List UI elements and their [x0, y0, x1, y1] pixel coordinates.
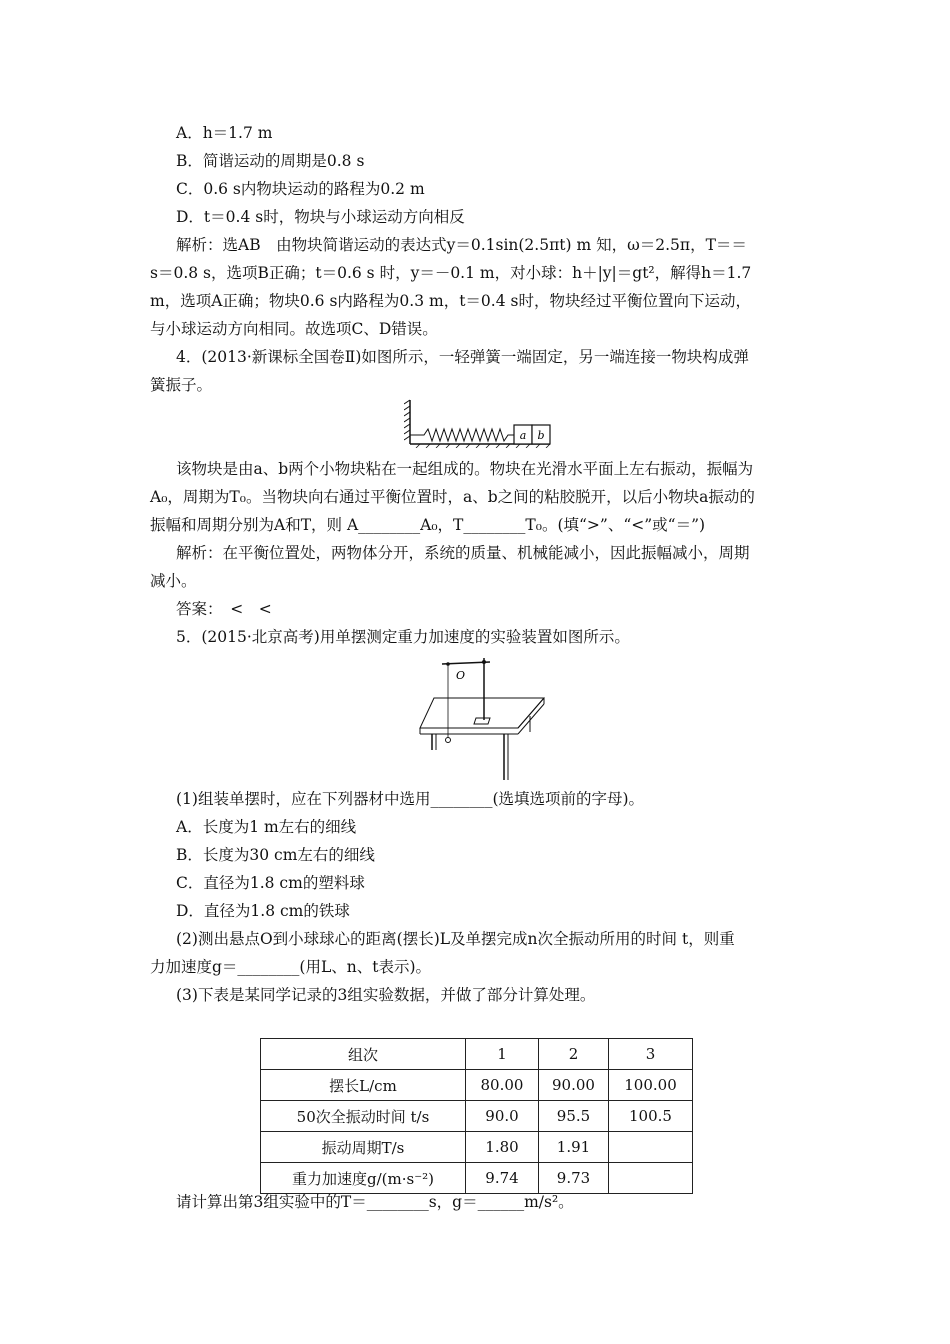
table-cell: [609, 1132, 693, 1163]
table-cell: 100.00: [609, 1070, 693, 1101]
table-cell: 振动周期T/s: [261, 1132, 466, 1163]
q4-body-line2: A₀，周期为T₀。当物块向右通过平衡位置时，a、b之间的粘胶脱开，以后小物块a振动的: [150, 488, 755, 506]
q5-part2-line2: 力加速度g＝________(用L、n、t表示)。: [150, 958, 432, 976]
table-cell: 9.74: [466, 1163, 539, 1194]
experiment-data-table: [260, 1038, 693, 1194]
table-cell: 组次: [261, 1039, 466, 1070]
q5-part2-line1: (2)测出悬点O到小球球心的距离(摆长)L及单摆完成n次全振动所用的时间 t，则重: [176, 930, 735, 948]
table-cell: 重力加速度g/(m·s⁻²): [261, 1163, 466, 1194]
table-cell: 2: [539, 1039, 609, 1070]
q3-option-d: D．t＝0.4 s时，物块与小球运动方向相反: [176, 208, 465, 226]
q5-part3: (3)下表是某同学记录的3组实验数据，并做了部分计算处理。: [176, 986, 596, 1004]
q3-analysis-line2: s＝0.8 s，选项B正确；t＝0.6 s 时，y＝－0.1 m，对小球：h＋|y|＝gt²，解得h＝1.7: [150, 264, 752, 282]
q4-body-line1: 该物块是由a、b两个小物块粘在一起组成的。物块在光滑水平面上左右振动，振幅为: [176, 460, 754, 478]
table-row: [261, 1163, 693, 1194]
q4-analysis-line1: 解析：在平衡位置处，两物体分开，系统的质量、机械能减小，因此振幅减小，周期: [176, 544, 750, 562]
table-row: [261, 1101, 693, 1132]
q5-part1: (1)组装单摆时，应在下列器材中选用________(选填选项前的字母)。: [176, 790, 645, 808]
q4-question-line2: 簧振子。: [150, 376, 213, 394]
table-cell: 1.91: [539, 1132, 609, 1163]
q4-analysis-line2: 减小。: [150, 572, 197, 590]
table-cell: 90.00: [539, 1070, 609, 1101]
table-cell: 80.00: [466, 1070, 539, 1101]
table-cell: 摆长L/cm: [261, 1070, 466, 1101]
table-row: [261, 1132, 693, 1163]
q5-option-d: D．直径为1.8 cm的铁球: [176, 902, 350, 920]
q3-analysis-line3: m，选项A正确；物块0.6 s内路程为0.3 m，t＝0.4 s时，物块经过平衡位置向下运动，: [150, 292, 751, 310]
block-a-label: a: [519, 429, 527, 442]
table-cell: 90.0: [466, 1101, 539, 1132]
block-b-label: b: [537, 429, 545, 442]
q3-analysis-line1: 解析：选AB 由物块简谐运动的表达式y＝0.1sin(2.5πt) m 知，ω＝2.5π，T＝＝: [176, 236, 747, 254]
table-cell: 1: [466, 1039, 539, 1070]
q3-option-a: A．h＝1.7 m: [176, 124, 273, 142]
q5-final-question: 请计算出第3组实验中的T＝________s，g＝______m/s²。: [176, 1193, 574, 1211]
table-cell: 3: [609, 1039, 693, 1070]
q4-body-line3: 振幅和周期分别为A和T，则 A________A₀，T________T₀。(填“>”、“<”或“＝”): [150, 516, 706, 534]
table-cell: 95.5: [539, 1101, 609, 1132]
q5-option-c: C．直径为1.8 cm的塑料球: [176, 874, 365, 892]
q5-option-b: B．长度为30 cm左右的细线: [176, 846, 375, 864]
table-cell: [609, 1163, 693, 1194]
q5-title: 5．(2015·北京高考)用单摆测定重力加速度的实验装置如图所示。: [176, 628, 630, 646]
table-cell: 9.73: [539, 1163, 609, 1194]
q3-analysis-line4: 与小球运动方向相同。故选项C、D错误。: [150, 320, 438, 338]
table-cell: 100.5: [609, 1101, 693, 1132]
table-header-row: [261, 1039, 693, 1070]
spring-oscillator-figure: [404, 398, 554, 448]
table-cell: 1.80: [466, 1132, 539, 1163]
pivot-label-o: O: [456, 669, 466, 682]
table-cell: 50次全振动时间 t/s: [261, 1101, 466, 1132]
table-row: [261, 1070, 693, 1101]
q5-option-a: A．长度为1 m左右的细线: [176, 818, 357, 836]
pendulum-apparatus-figure: [418, 652, 558, 782]
q3-option-b: B．简谐运动的周期是0.8 s: [176, 152, 365, 170]
q4-answer: 答案： < <: [176, 600, 272, 618]
q4-question-line1: 4．(2013·新课标全国卷Ⅱ)如图所示，一轻弹簧一端固定，另一端连接一物块构成弹: [176, 348, 749, 366]
q3-option-c: C．0.6 s内物块运动的路程为0.2 m: [176, 180, 425, 198]
